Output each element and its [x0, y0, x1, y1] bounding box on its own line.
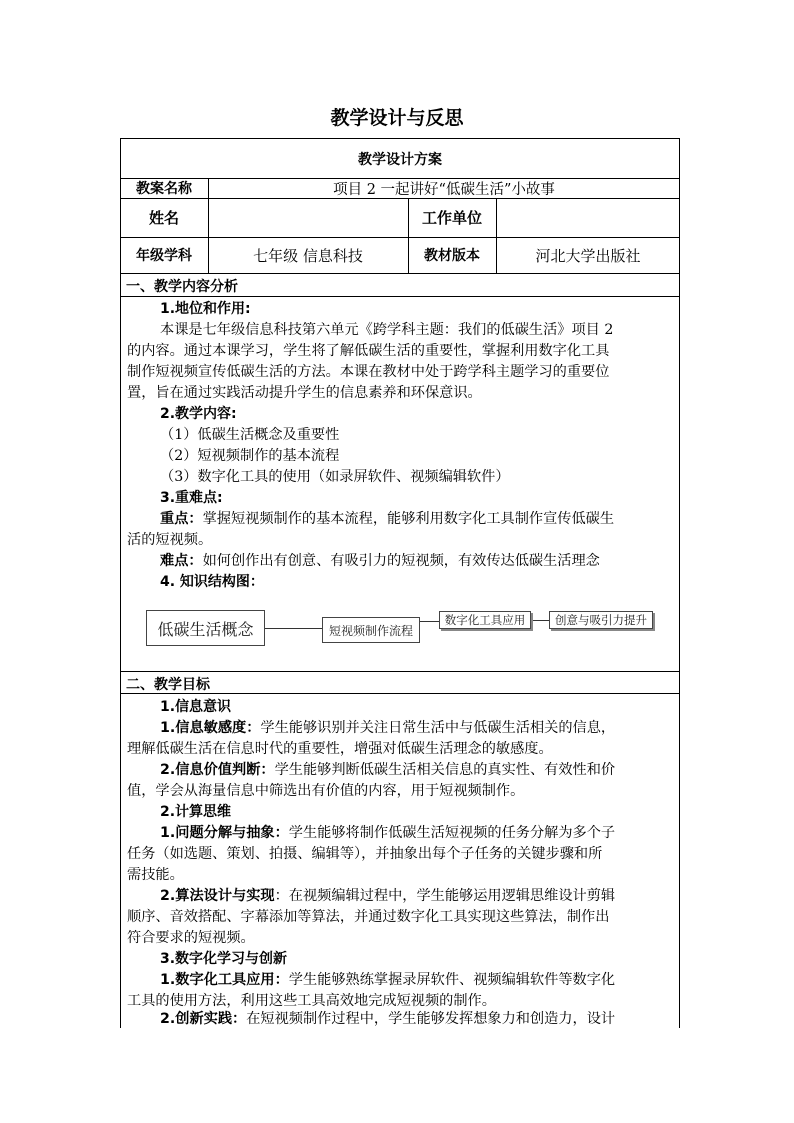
goal-text: 学生能够识别并关注日常生活中与低碳生活相关的信息，	[260, 720, 616, 736]
paragraph-line	[160, 822, 615, 842]
paragraph-line: 工具的使用方法，利用这些工具高效地完成短视频的制作。	[127, 993, 496, 1009]
section-heading: 一、教学内容分析	[126, 279, 238, 295]
table-rule	[120, 671, 680, 672]
paragraph-line: 制作短视频宣传低碳生活的方法。本课在教材中处于跨学科主题学习的重要位	[127, 364, 610, 380]
goal-text: ：在视频编辑过程中，学生能够运用逻辑思维设计剪辑	[274, 888, 616, 904]
key-label: 重点：	[160, 511, 203, 527]
subheading: 3.重难点:	[160, 490, 223, 506]
paragraph-line	[160, 759, 615, 779]
paragraph-line	[160, 508, 614, 528]
paragraph-line: 符合要求的短视频。	[127, 930, 255, 946]
goal-text: 学生能够熟练掌握录屏软件、视频编辑软件等数字化	[288, 972, 616, 988]
key-text: 掌握短视频制作的基本流程，能够利用数字化工具制作宣传低碳生	[202, 511, 615, 527]
paragraph-line: 顺序、音效搭配、字幕添加等算法，并通过数字化工具实现这些算法，制作出	[127, 909, 610, 925]
paragraph-line	[160, 969, 615, 989]
table-rule	[120, 273, 680, 274]
paragraph-line: 置，旨在通过实践活动提升学生的信息素养和环保意识。	[127, 385, 482, 401]
table-rule	[120, 296, 680, 297]
paragraph-line: 理解低碳生活在信息时代的重要性，增强对低碳生活理念的敏感度。	[127, 741, 553, 757]
subheading: 1.地位和作用:	[160, 301, 251, 317]
subheading: 1.信息意识	[160, 699, 232, 715]
paragraph-line	[160, 885, 615, 905]
paragraph-line	[160, 717, 615, 737]
connector-line	[531, 620, 549, 621]
paragraph-line	[160, 550, 600, 570]
section-heading: 二、教学目标	[126, 677, 210, 693]
paragraph-line: 值，学会从海量信息中筛选出有价值的内容，用于短视频制作。	[127, 783, 525, 799]
paragraph-line: 本课是七年级信息科技第六单元《跨学科主题：我们的低碳生活》项目 2	[160, 322, 614, 338]
subheading: 2.计算思维	[160, 804, 232, 820]
subheading: 2.教学内容:	[160, 406, 237, 422]
document-title: 教学设计与反思	[330, 107, 464, 129]
plan-name-label: 教案名称	[136, 181, 192, 197]
difficulty-text: 如何创作出有创意、有吸引力的短视频，有效传达低碳生活理念	[202, 553, 600, 569]
goal-label: 2.算法设计与实现	[160, 888, 275, 904]
subheading: 3.数字化学习与创新	[160, 951, 288, 967]
subheading: 4. 知识结构图：	[160, 574, 264, 590]
edition-label: 教材版本	[424, 248, 480, 264]
paragraph-line: 的内容。通过本课学习，学生将了解低碳生活的重要性，掌握利用数字化工具	[127, 343, 610, 359]
grade-label: 年级学科	[136, 248, 192, 264]
paragraph-line: 任务（如选题、策划、拍摄、编辑等），并抽象出每个子任务的关键步骤和所	[127, 846, 603, 862]
diagram-node: 数字化工具应用	[439, 611, 531, 629]
unit-label: 工作单位	[421, 209, 482, 227]
plan-header: 教学设计方案	[358, 152, 442, 168]
plan-name-value: 项目 2 一起讲好“低碳生活”小故事	[333, 181, 555, 198]
goal-label: 1.数字化工具应用：	[160, 972, 289, 988]
paragraph-line: 需技能。	[127, 867, 184, 883]
grade-value: 七年级 信息科技	[253, 246, 363, 265]
diagram-node: 低碳生活概念	[146, 610, 265, 646]
goal-text: 学生能够判断低碳生活相关信息的真实性、有效性和价	[274, 762, 616, 778]
goal-label: 2.信息价值判断：	[160, 762, 275, 778]
goal-text: 在短视频制作过程中，学生能够发挥想象力和创造力，设计	[246, 1011, 616, 1027]
connector-line	[419, 621, 439, 622]
diagram-node: 创意与吸引力提升	[549, 611, 653, 629]
list-item: （1）低碳生活概念及重要性	[160, 427, 340, 443]
paragraph-line	[160, 1008, 615, 1028]
goal-text: 学生能够将制作低碳生活短视频的任务分解为多个子	[288, 825, 616, 841]
paragraph-line: 活的短视频。	[127, 532, 213, 548]
difficulty-label: 难点：	[160, 553, 203, 569]
goal-label: 1.信息敏感度：	[160, 720, 261, 736]
name-value	[208, 198, 408, 237]
list-item: （2）短视频制作的基本流程	[160, 448, 340, 464]
name-label: 姓名	[148, 209, 179, 227]
list-item: （3）数字化工具的使用（如录屏软件、视频编辑软件）	[160, 469, 510, 485]
unit-value	[496, 198, 680, 237]
diagram-node: 短视频制作流程	[322, 617, 420, 643]
edition-value: 河北大学出版社	[535, 246, 641, 265]
goal-label: 1.问题分解与抽象：	[160, 825, 289, 841]
goal-label: 2.创新实践：	[160, 1011, 247, 1027]
